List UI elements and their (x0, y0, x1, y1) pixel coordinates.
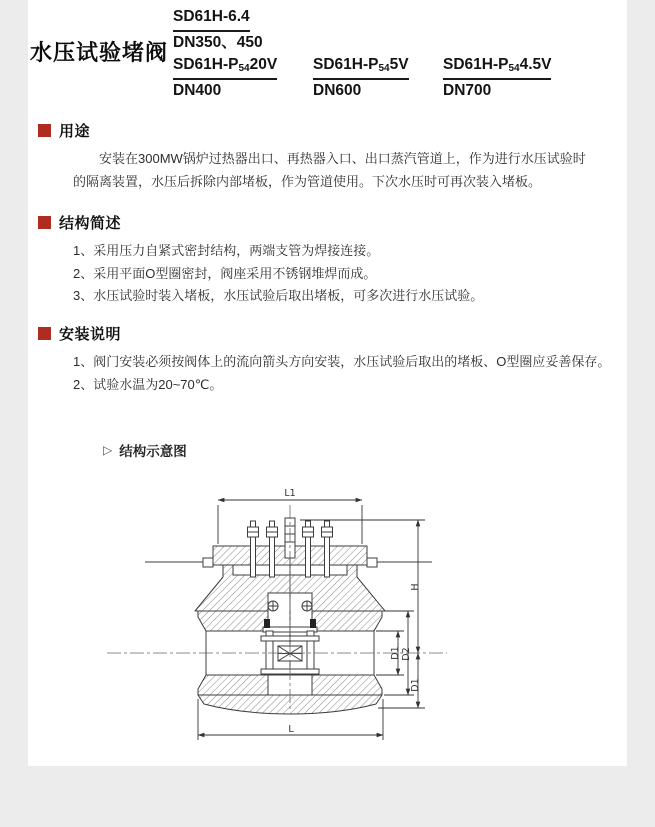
valve-cross-section-diagram (95, 463, 475, 763)
model-code (173, 54, 313, 80)
dim-label-h: H (410, 583, 421, 591)
section-structure (38, 212, 623, 308)
dim-label-d1-outer: D1 (410, 678, 421, 692)
dim-label-d2: D2 (401, 647, 412, 661)
section-list (73, 240, 623, 308)
model-code-sub: 54 (238, 63, 250, 74)
red-square-icon (38, 124, 51, 137)
section-header (38, 323, 623, 344)
model-code-sub: 54 (508, 63, 520, 74)
dim-label-l: L (288, 724, 294, 735)
model-code-text: SD61H-P (313, 56, 379, 73)
model-code (173, 6, 313, 32)
model-code-suffix: 5V (389, 56, 409, 73)
section-title: 结构简述 (59, 215, 122, 232)
model-entry (313, 54, 443, 102)
diagram-caption (103, 440, 187, 460)
triangle-icon: ▷ (103, 443, 113, 457)
section-header (38, 212, 623, 233)
list-item: 1、采用压力自紧式密封结构，两端支管为焊接连接。 (73, 243, 380, 258)
model-column-1 (173, 6, 313, 102)
model-column-3 (443, 54, 573, 102)
model-list (173, 6, 573, 102)
model-column-2 (313, 54, 443, 102)
model-code (313, 54, 443, 80)
model-dn: DN600 (313, 82, 362, 99)
model-code-suffix: 20V (249, 56, 278, 73)
section-list (73, 351, 623, 396)
model-entry (443, 54, 573, 102)
seal-ring-left (264, 619, 270, 628)
section-usage (38, 120, 623, 193)
content-card (28, 0, 627, 766)
model-dn: DN400 (173, 82, 222, 99)
dim-label-d1-bore: D1 (390, 646, 401, 660)
list-item: 2、采用平面O型圈密封，阀座采用不锈钢堆焊而成。 (73, 265, 377, 281)
page-title: 水压试验堵阀 (30, 40, 169, 65)
seal-ring-right (310, 619, 316, 628)
model-code-text: SD61H-6.4 (173, 8, 250, 25)
section-title: 安装说明 (59, 326, 122, 343)
list-item: 3、水压试验时装入堵板，水压试验后取出堵板，可多次进行水压试验。 (73, 288, 484, 303)
model-entry (173, 6, 313, 54)
model-dn: DN700 (443, 82, 492, 99)
model-code-sub: 54 (378, 63, 390, 74)
valve-drawing-svg (95, 463, 475, 763)
red-square-icon (38, 327, 51, 340)
model-entry (173, 54, 313, 102)
model-code (443, 54, 573, 80)
section-paragraph: 安装在300MW锅炉过热器出口、再热器入口、出口蒸汽管道上，作为进行水压试验时的隔离装置，水压后拆除内部堵板，作为管道使用。下次水压时可再次装入堵板。 (73, 151, 586, 189)
list-item: 2、试验水温为20~70℃。 (73, 376, 223, 392)
model-code-text: SD61H-P (173, 56, 239, 73)
dim-label-l1: L1 (284, 488, 296, 499)
model-dn: DN350、450 (173, 34, 263, 51)
red-square-icon (38, 216, 51, 229)
section-header (38, 120, 623, 141)
diagram-caption-text: 结构示意图 (119, 444, 187, 459)
model-code-suffix: 4.5V (519, 56, 552, 73)
section-install (38, 323, 623, 396)
list-item: 1、阀门安装必须按阀体上的流向箭头方向安装，水压试验后取出的堵板、O型圈应妥善保存。 (73, 354, 611, 369)
model-code-text: SD61H-P (443, 56, 509, 73)
section-title: 用途 (59, 123, 91, 140)
